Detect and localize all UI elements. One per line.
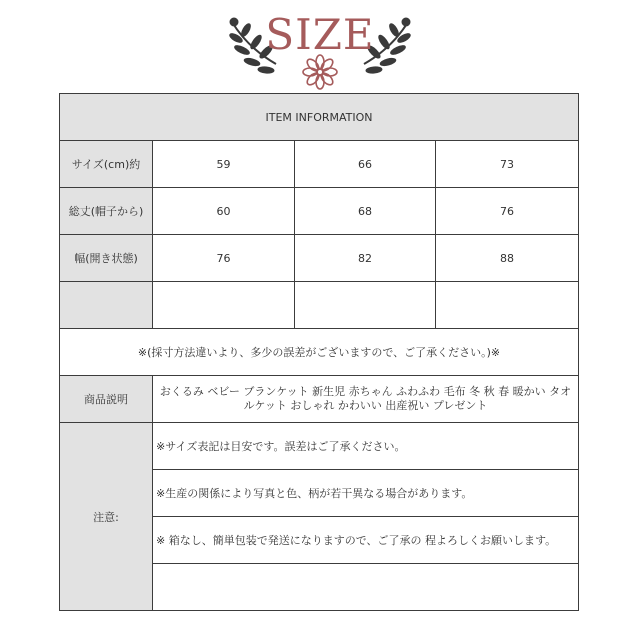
measure-note: ※(採寸方法違いより、多少の誤差がございますので、ご了承ください。)※ bbox=[60, 329, 579, 376]
item-information-table bbox=[59, 93, 579, 611]
note-item: ※生産の関係により写真と色、柄が若干異なる場合があります。 bbox=[153, 470, 579, 517]
note-item: ※ 箱なし、簡単包装で発送になりますので、ご了承の 程よろしくお願いします。 bbox=[153, 517, 579, 564]
table-row bbox=[60, 235, 579, 282]
empty-cell bbox=[153, 282, 295, 329]
size-label: サイズ(cm)約 bbox=[60, 141, 153, 188]
table-row-empty bbox=[60, 282, 579, 329]
description-label: 商品説明 bbox=[60, 376, 153, 423]
size-header bbox=[0, 0, 640, 92]
table-row bbox=[60, 188, 579, 235]
description-text: おくるみ ベビー ブランケット 新生児 赤ちゃん ふわふわ 毛布 冬 秋 春 暖かい タオルケット おしゃれ かわいい 出産祝い プレゼント bbox=[153, 376, 579, 423]
table-cell: 82 bbox=[295, 235, 436, 282]
table-heading: ITEM INFORMATION bbox=[60, 94, 579, 141]
note-empty bbox=[153, 564, 579, 611]
table-cell: 76 bbox=[153, 235, 295, 282]
flower-icon bbox=[303, 55, 337, 89]
size-value: 59 bbox=[153, 141, 295, 188]
table-cell: 76 bbox=[436, 188, 579, 235]
size-value: 73 bbox=[436, 141, 579, 188]
empty-label-cell bbox=[60, 282, 153, 329]
table-cell: 68 bbox=[295, 188, 436, 235]
size-title: SIZE bbox=[265, 10, 375, 59]
empty-cell bbox=[436, 282, 579, 329]
row-label-length: 総丈(帽子から) bbox=[60, 188, 153, 235]
empty-cell bbox=[295, 282, 436, 329]
size-value: 66 bbox=[295, 141, 436, 188]
note-item: ※サイズ表記は目安です。誤差はご了承ください。 bbox=[153, 423, 579, 470]
row-label-width: 幅(開き状態) bbox=[60, 235, 153, 282]
table-cell: 88 bbox=[436, 235, 579, 282]
notes-label: 注意: bbox=[60, 423, 153, 611]
table-cell: 60 bbox=[153, 188, 295, 235]
